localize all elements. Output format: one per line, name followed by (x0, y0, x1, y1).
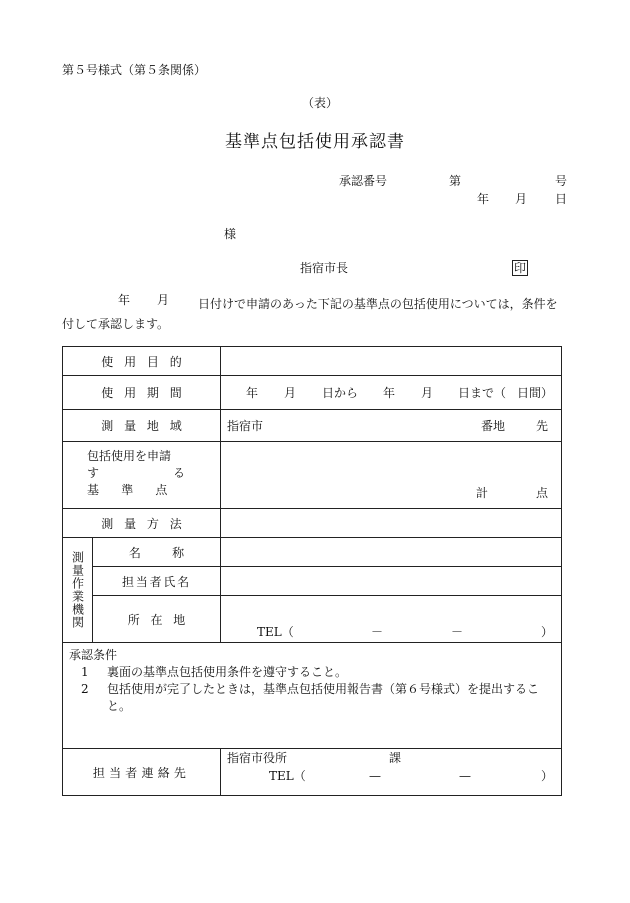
org-tel-prefix: TEL（ (257, 625, 294, 639)
org-group-label: 測量作業機関 (70, 551, 85, 629)
period-label-cell (63, 376, 221, 410)
contact-value (221, 749, 562, 796)
org-tel-dash-2: － (451, 625, 464, 639)
contact-tel-dash-2: — (459, 769, 471, 783)
date-month: 月 (515, 192, 528, 206)
body-month: 月 (157, 293, 170, 307)
period-year-1: 年 (246, 386, 259, 400)
org-name-value (221, 538, 562, 567)
approval-number-label: 承認番号 (339, 174, 388, 188)
conditions-cell (63, 643, 562, 749)
area-label-cell (63, 410, 221, 442)
area-value (221, 410, 562, 442)
row-method (63, 509, 562, 538)
row-area (63, 410, 562, 442)
area-label: 測量地域 (101, 419, 193, 433)
conditions-heading: 承認条件 (69, 648, 118, 662)
condition-text: 裏面の基準点包括使用条件を遵守すること。 (107, 665, 348, 679)
form-number: 第５号様式（第５条関係） (62, 63, 207, 77)
condition-number: 2 (81, 682, 89, 696)
org-tel-close: ） (541, 625, 554, 639)
row-period (63, 376, 562, 410)
condition-item (69, 664, 555, 681)
purpose-label-cell (63, 347, 221, 376)
approval-dai: 第 (449, 174, 462, 188)
approval-statement-text: 日付けで申請のあった下記の基準点の包括使用については，条件を付して承認します。 (62, 297, 558, 331)
contact-tel-prefix: TEL（ (269, 769, 306, 783)
purpose-label: 使用目的 (101, 354, 193, 369)
period-from: 日から (322, 386, 359, 400)
row-conditions (63, 643, 562, 749)
org-address-value (221, 596, 562, 643)
method-value (221, 509, 562, 538)
date-day: 日 (555, 192, 568, 206)
contact-ka: 課 (389, 751, 402, 765)
contact-tel-close: ） (541, 769, 554, 783)
period-until: 日まで（ (458, 386, 507, 400)
body-year: 年 (118, 293, 131, 307)
row-contact (63, 749, 562, 796)
addressee-sama: 様 (224, 227, 237, 241)
contact-tel-dash-1: — (369, 769, 381, 783)
org-name-label-cell (93, 538, 221, 567)
org-person-label-cell (93, 567, 221, 596)
org-tel-dash-1: － (371, 625, 384, 639)
period-value (221, 376, 562, 410)
condition-text: 包括使用が完了したときは，基準点包括使用報告書（第６号様式）を提出すること。 (107, 682, 540, 713)
period-month-1: 月 (284, 386, 297, 400)
side-label: （表） (302, 96, 339, 110)
approval-statement (62, 294, 568, 334)
points-label-su: す (87, 466, 100, 480)
points-value (221, 442, 562, 509)
points-ten: 点 (536, 486, 549, 500)
period-label: 使用期間 (101, 386, 193, 400)
condition-item (69, 681, 555, 715)
points-kei: 計 (476, 486, 489, 500)
row-purpose (63, 347, 562, 376)
period-year-2: 年 (383, 386, 396, 400)
org-group-cell (63, 538, 93, 643)
seal-mark (512, 260, 528, 276)
seal-text: 印 (514, 261, 527, 275)
org-address-label: 所在地 (127, 612, 197, 627)
points-label-line1: 包括使用を申請 (87, 449, 172, 463)
org-person-label: 担当者氏名 (121, 574, 191, 589)
area-city: 指宿市 (227, 419, 264, 433)
purpose-value (221, 347, 562, 376)
contact-office: 指宿市役所 (227, 751, 288, 765)
document-title: 基準点包括使用承認書 (225, 132, 405, 152)
date-year: 年 (477, 192, 490, 206)
row-org-name (63, 538, 562, 567)
row-org-person (63, 567, 562, 596)
period-month-2: 月 (421, 386, 434, 400)
condition-number: 1 (81, 665, 89, 679)
method-label: 測量方法 (101, 516, 193, 531)
points-label-line3: 基準点 (87, 483, 190, 497)
points-label-cell (63, 442, 221, 509)
points-label-ru: る (173, 466, 186, 480)
issuer-name: 指宿市長 (300, 261, 349, 275)
area-saki: 先 (536, 419, 549, 433)
row-org-address (63, 596, 562, 643)
contact-label-cell (63, 749, 221, 796)
contact-label: 担当者連絡先 (92, 765, 191, 780)
org-address-label-cell (93, 596, 221, 643)
method-label-cell (63, 509, 221, 538)
area-banchi: 番地 (481, 419, 506, 433)
approval-go: 号 (555, 174, 568, 188)
approval-form-table (62, 346, 562, 796)
org-person-value (221, 567, 562, 596)
org-name-label: 名称 (128, 545, 216, 560)
row-points (63, 442, 562, 509)
period-days: 日間） (517, 386, 554, 400)
